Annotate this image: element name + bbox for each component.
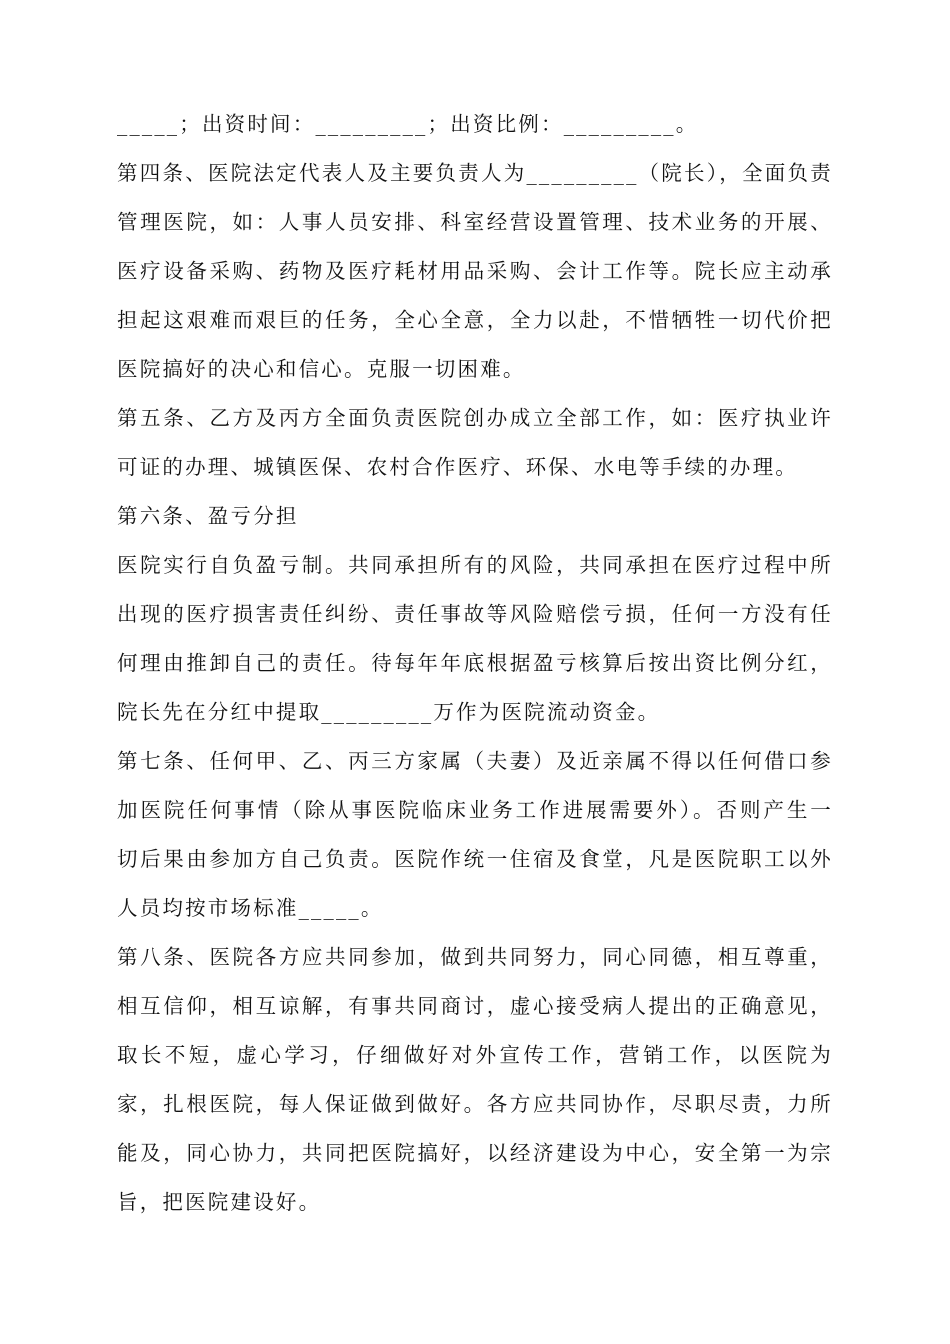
paragraph-article-8: 第八条、医院各方应共同参加，做到共同努力，同心同德，相互尊重，相互信仰，相互谅解，有事共同商讨，虚心接受病人提出的正确意见，取长不短，虚心学习，仔细做好对外宣传工作，营销工作，以医院为家，扎根医院，每人保证做到做好。各方应共同协作，尽职尽责，力所能及，同心协力，共同把医院搞好，以经济建设为中心，安全第一为宗旨，把医院建设好。 [117, 945, 833, 1214]
paragraph-article-7: 第七条、任何甲、乙、丙三方家属（夫妻）及近亲属不得以任何借口参加医院任何事情（除从事医院临床业务工作进展需要外）。否则产生一切后果由参加方自己负责。医院作统一住宿及食堂，凡是医院职工以外人员均按市场标准_____。 [117, 749, 833, 920]
paragraph-article-4: 第四条、医院法定代表人及主要负责人为_________（院长），全面负责管理医院，如：人事人员安排、科室经营设置管理、技术业务的开展、医疗设备采购、药物及医疗耗材用品采购、会计工作等。院长应主动承担起这艰难而艰巨的任务，全心全意，全力以赴，不惜牺牲一切代价把医院搞好的决心和信心。克服一切困难。 [117, 161, 833, 381]
paragraph-investment-terms: _____；出资时间：_________；出资比例：_________。 [117, 112, 699, 136]
paragraph-article-5: 第五条、乙方及丙方全面负责医院创办成立全部工作，如：医疗执业许可证的办理、城镇医保、农村合作医疗、环保、水电等手续的办理。 [117, 406, 833, 479]
paragraph-article-6-heading: 第六条、盈亏分担 [117, 504, 299, 528]
paragraph-article-6-body: 医院实行自负盈亏制。共同承担所有的风险，共同承担在医疗过程中所出现的医疗损害责任纠纷、责任事故等风险赔偿亏损，任何一方没有任何理由推卸自己的责任。待每年年底根据盈亏核算后按出资比例分红，院长先在分红中提取_________万作为医院流动资金。 [117, 553, 833, 724]
document-page [117, 100, 833, 1227]
